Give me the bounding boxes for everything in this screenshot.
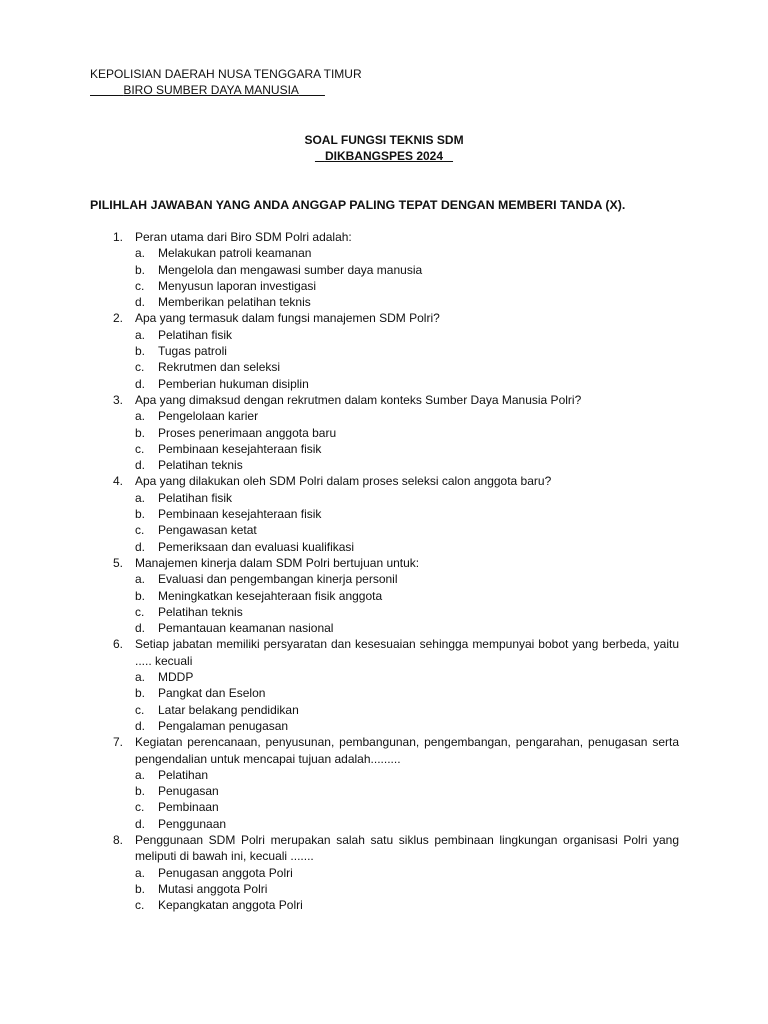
option-text: Mengelola dan mengawasi sumber daya manusia	[158, 262, 423, 277]
question-number: 3.	[113, 392, 124, 407]
answer-option	[135, 245, 679, 261]
option-text: Menyusun laporan investigasi	[158, 278, 317, 293]
option-letter: b.	[135, 881, 146, 896]
option-text: Pangkat dan Eselon	[158, 686, 266, 701]
document-title	[0, 132, 768, 165]
answer-option	[135, 457, 679, 473]
question-text: Penggunaan SDM Polri merupakan salah satu siklus pembinaan lingkungan organisasi Polri yang meliputi di bawah ini, kecuali .......	[135, 832, 679, 864]
question-number: 7.	[113, 735, 124, 750]
answer-option	[135, 278, 679, 294]
question-item	[113, 555, 679, 636]
question-line	[113, 310, 679, 326]
question-text: Peran utama dari Biro SDM Polri adalah:	[135, 230, 352, 244]
question-number: 4.	[113, 474, 124, 489]
option-letter: a.	[135, 490, 146, 505]
option-letter: a.	[135, 767, 146, 782]
option-text: Pemberian hukuman disiplin	[158, 376, 309, 391]
option-letter: a.	[135, 246, 146, 261]
answer-option	[135, 588, 679, 604]
answer-option	[135, 571, 679, 587]
option-letter: d.	[135, 458, 146, 473]
question-line	[113, 555, 679, 571]
option-text: Penugasan	[158, 784, 219, 799]
option-text: MDDP	[158, 670, 194, 685]
answer-options	[113, 490, 679, 555]
question-item	[113, 392, 679, 473]
option-letter: b.	[135, 262, 146, 277]
option-letter: c.	[135, 898, 145, 913]
option-letter: a.	[135, 865, 146, 880]
option-letter: b.	[135, 784, 146, 799]
answer-option	[135, 522, 679, 538]
answer-option	[135, 376, 679, 392]
option-letter: a.	[135, 327, 146, 342]
question-line	[113, 392, 679, 408]
question-number: 2.	[113, 311, 124, 326]
organization-name: KEPOLISIAN DAERAH NUSA TENGGARA TIMUR	[90, 67, 362, 81]
option-letter: d.	[135, 376, 146, 391]
option-letter: d.	[135, 539, 146, 554]
question-list	[113, 229, 679, 913]
answer-options	[113, 669, 679, 734]
question-item	[113, 473, 679, 554]
answer-options	[113, 408, 679, 473]
answer-option	[135, 294, 679, 310]
answer-options	[113, 327, 679, 392]
option-letter: c.	[135, 278, 145, 293]
question-line	[113, 473, 679, 489]
question-line	[113, 734, 679, 767]
option-letter: b.	[135, 425, 146, 440]
option-text: Pengawasan ketat	[158, 523, 257, 538]
option-text: Melakukan patroli keamanan	[158, 246, 312, 261]
option-letter: a.	[135, 670, 146, 685]
option-text: Meningkatkan kesejahteraan fisik anggota	[158, 588, 383, 603]
question-text: Manajemen kinerja dalam SDM Polri bertujuan untuk:	[135, 555, 420, 570]
answer-options	[113, 865, 679, 914]
answer-option	[135, 408, 679, 424]
answer-option	[135, 604, 679, 620]
question-item	[113, 734, 679, 832]
option-text: Pengalaman penugasan	[158, 718, 289, 733]
option-text: Mutasi anggota Polri	[158, 881, 268, 896]
option-text: Pelatihan teknis	[158, 604, 243, 619]
option-letter: b.	[135, 507, 146, 522]
answer-option	[135, 881, 679, 897]
answer-option	[135, 539, 679, 555]
option-letter: d.	[135, 621, 146, 636]
option-letter: c.	[135, 800, 145, 815]
option-letter: b.	[135, 344, 146, 359]
answer-option	[135, 685, 679, 701]
question-number: 5.	[113, 555, 124, 570]
question-item	[113, 310, 679, 391]
bureau-name: BIRO SUMBER DAYA MANUSIA	[123, 83, 299, 98]
question-line	[113, 229, 679, 245]
answer-option	[135, 897, 679, 913]
question-number: 6.	[113, 637, 124, 652]
option-text: Pembinaan	[158, 800, 219, 815]
option-text: Evaluasi dan pengembangan kinerja personil	[158, 572, 398, 587]
answer-option	[135, 669, 679, 685]
option-letter: d.	[135, 295, 146, 310]
document-header	[90, 66, 360, 99]
answer-option	[135, 359, 679, 375]
option-text: Penggunaan	[158, 816, 227, 831]
option-letter: d.	[135, 816, 146, 831]
answer-option	[135, 262, 679, 278]
option-text: Pelatihan	[158, 767, 209, 782]
answer-option	[135, 865, 679, 881]
question-item	[113, 229, 679, 310]
option-text: Latar belakang pendidikan	[158, 702, 299, 717]
option-letter: c.	[135, 604, 145, 619]
answer-option	[135, 425, 679, 441]
question-number: 1.	[113, 230, 124, 244]
answer-option	[135, 327, 679, 343]
option-text: Pemantauan keamanan nasional	[158, 621, 334, 636]
answer-options	[113, 571, 679, 636]
option-text: Rekrutmen dan seleksi	[158, 360, 281, 375]
option-text: Tugas patroli	[158, 344, 227, 359]
option-letter: c.	[135, 360, 145, 375]
answer-option	[135, 441, 679, 457]
option-text: Pembinaan kesejahteraan fisik	[158, 507, 322, 522]
instruction-text: PILIHLAH JAWABAN YANG ANDA ANGGAP PALING TEPAT DENGAN MEMBERI TANDA (X).	[90, 198, 626, 212]
question-text: Apa yang termasuk dalam fungsi manajemen SDM Polri?	[135, 311, 440, 326]
answer-options	[113, 245, 679, 310]
option-letter: c.	[135, 702, 145, 717]
question-line	[113, 636, 679, 669]
answer-options	[113, 767, 679, 832]
option-text: Proses penerimaan anggota baru	[158, 425, 337, 440]
option-text: Pemeriksaan dan evaluasi kualifikasi	[158, 539, 355, 554]
question-line	[113, 832, 679, 865]
answer-option	[135, 799, 679, 815]
question-item	[113, 832, 679, 913]
answer-option	[135, 702, 679, 718]
option-text: Pelatihan fisik	[158, 490, 233, 505]
option-text: Pembinaan kesejahteraan fisik	[158, 441, 322, 456]
answer-option	[135, 718, 679, 734]
option-text: Kepangkatan anggota Polri	[158, 898, 303, 913]
answer-option	[135, 490, 679, 506]
option-letter: c.	[135, 441, 145, 456]
option-letter: d.	[135, 718, 146, 733]
option-text: Penugasan anggota Polri	[158, 865, 293, 880]
option-text: Pelatihan teknis	[158, 458, 243, 473]
answer-option	[135, 767, 679, 783]
title-main: SOAL FUNGSI TEKNIS SDM	[304, 133, 464, 147]
option-letter: a.	[135, 572, 146, 587]
question-number: 8.	[113, 832, 124, 847]
question-item	[113, 636, 679, 734]
question-text: Apa yang dimaksud dengan rekrutmen dalam konteks Sumber Daya Manusia Polri?	[135, 392, 582, 407]
answer-option	[135, 816, 679, 832]
option-letter: c.	[135, 523, 145, 538]
question-text: Setiap jabatan memiliki persyaratan dan kesesuaian sehingga mempunyai bobot yang berbeda, yaitu ..... kecuali	[135, 637, 679, 668]
option-letter: b.	[135, 588, 146, 603]
option-letter: b.	[135, 686, 146, 701]
question-text: Apa yang dilakukan oleh SDM Polri dalam proses seleksi calon anggota baru?	[135, 474, 552, 489]
option-letter: a.	[135, 409, 146, 424]
question-text: Kegiatan perencanaan, penyusunan, pembangunan, pengembangan, pengarahan, penugasan serta pengendalian untuk mencapai tujuan adalah.........	[135, 735, 679, 766]
option-text: Pengelolaan karier	[158, 409, 259, 424]
option-text: Pelatihan fisik	[158, 327, 233, 342]
option-text: Memberikan pelatihan teknis	[158, 295, 311, 310]
answer-option	[135, 620, 679, 636]
answer-option	[135, 783, 679, 799]
answer-option	[135, 506, 679, 522]
answer-option	[135, 343, 679, 359]
title-subtitle: DIKBANGSPES 2024	[324, 149, 444, 164]
